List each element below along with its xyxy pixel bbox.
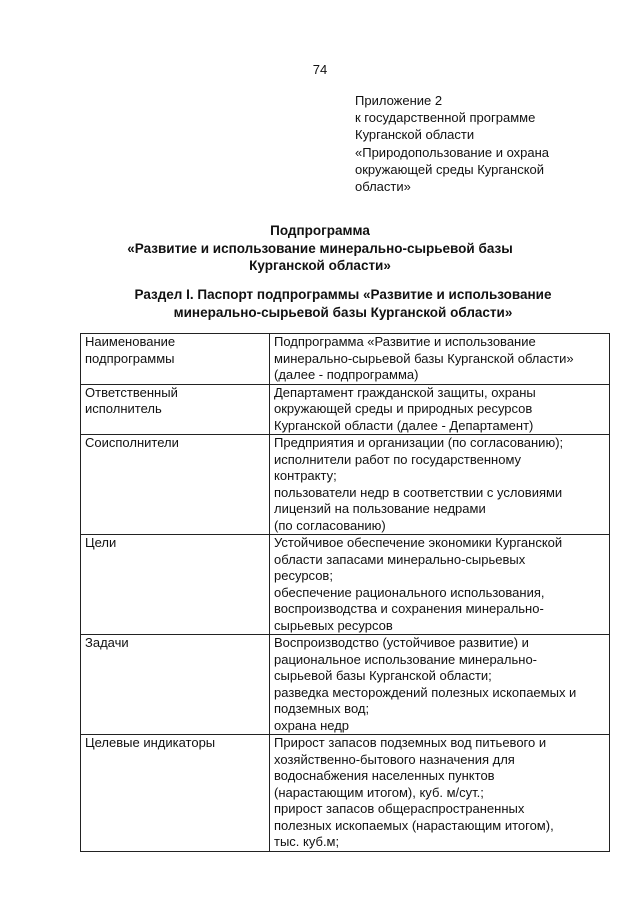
- row-value-line: прирост запасов общераспространенных: [274, 801, 525, 816]
- row-label: [81, 384, 270, 435]
- row-value-line: (далее - подпрограмма): [274, 367, 419, 382]
- row-value-line: Устойчивое обеспечение экономики Курганской: [274, 535, 563, 550]
- row-label: [81, 334, 270, 385]
- subprogram-title-line: «Развитие и использование минерально-сырьевой базы: [127, 240, 513, 256]
- row-value-line: Департамент гражданской защиты, охраны: [274, 384, 536, 400]
- row-value-line: Предприятия и организации (по согласованию);: [274, 435, 564, 450]
- row-value: [270, 384, 610, 435]
- row-label-line: Цели: [85, 535, 117, 550]
- appendix-line: окружающей среды Курганской: [355, 161, 545, 177]
- row-value-line: минерально-сырьевой базы Курганской области»: [274, 350, 574, 366]
- row-value-line: исполнители работ по государственному: [274, 451, 522, 467]
- appendix-line: к государственной программе: [355, 110, 536, 126]
- table-row: [81, 334, 610, 385]
- row-value-line: полезных ископаемых (нарастающим итогом),: [274, 817, 554, 833]
- row-value-line: Прирост запасов подземных вод питьевого и: [274, 735, 547, 750]
- row-value-line: хозяйственно-бытового назначения для: [274, 751, 515, 767]
- section-title-line: минерально-сырьевой базы Курганской области»: [173, 304, 513, 320]
- row-label-line: Целевые индикаторы: [85, 735, 216, 750]
- section-title-line: Раздел I. Паспорт подпрограммы «Развитие и использование: [134, 287, 552, 302]
- row-value-line: области запасами минерально-сырьевых: [274, 551, 526, 567]
- appendix-line: области»: [355, 179, 411, 195]
- row-value-line: контракту;: [274, 468, 337, 483]
- subprogram-title-line: Курганской области»: [249, 258, 391, 273]
- row-value-line: Курганской области (далее - Департамент): [274, 417, 534, 433]
- row-value-line: обеспечение рационального использования,: [274, 584, 545, 600]
- appendix-block: [355, 92, 615, 195]
- row-value-line: Подпрограмма «Развитие и использование: [274, 334, 536, 349]
- appendix-line: Приложение 2: [355, 93, 443, 108]
- row-value-line: воспроизводства и сохранения минерально-: [274, 601, 544, 616]
- appendix-line: Курганской области: [355, 127, 475, 143]
- row-value-line: (нарастающим итогом), куб. м/сут.;: [274, 784, 484, 800]
- row-value: [270, 735, 610, 852]
- row-value-line: подземных вод;: [274, 701, 370, 716]
- row-label-line: Задачи: [85, 635, 129, 650]
- row-value-line: сырьевых ресурсов: [274, 617, 393, 633]
- subprogram-title: [0, 222, 640, 275]
- row-label: [81, 635, 270, 735]
- row-value: [270, 535, 610, 635]
- row-value-line: охрана недр: [274, 717, 350, 733]
- row-value: [270, 435, 610, 535]
- row-value-line: (по согласованию): [274, 517, 386, 533]
- row-label: [81, 535, 270, 635]
- appendix-line: «Природопользование и охрана: [355, 144, 550, 160]
- row-label-line: Наименование: [85, 334, 176, 349]
- row-value-line: Воспроизводство (устойчивое развитие) и: [274, 635, 529, 650]
- row-value-line: лицензий на пользование недрами: [274, 501, 486, 516]
- row-value: [270, 334, 610, 385]
- row-value-line: пользователи недр в соответствии с условиями: [274, 484, 563, 500]
- row-label-line: подпрограммы: [85, 350, 175, 366]
- row-value-line: водоснабжения населенных пунктов: [274, 768, 495, 783]
- row-label-line: Соисполнители: [85, 435, 179, 450]
- row-value-line: тыс. куб.м;: [274, 834, 340, 849]
- row-value-line: окружающей среды и природных ресурсов: [274, 401, 533, 416]
- table-row: [81, 635, 610, 735]
- row-label-line: Ответственный: [85, 384, 178, 400]
- row-label-line: исполнитель: [85, 401, 162, 416]
- table-row: [81, 384, 610, 435]
- subprogram-title-line: Подпрограмма: [270, 223, 370, 238]
- table-row: [81, 435, 610, 535]
- row-value-line: рациональное использование минерально-: [274, 651, 538, 667]
- row-value: [270, 635, 610, 735]
- row-value-line: разведка месторождений полезных ископаемых и: [274, 684, 577, 700]
- section-title: [0, 286, 640, 321]
- table-row: [81, 735, 610, 852]
- row-value-line: ресурсов;: [274, 568, 333, 583]
- passport-table: [80, 333, 610, 852]
- table-row: [81, 535, 610, 635]
- row-value-line: сырьевой базы Курганской области;: [274, 668, 492, 683]
- row-label: [81, 735, 270, 852]
- row-label: [81, 435, 270, 535]
- page-number: 74: [312, 62, 328, 77]
